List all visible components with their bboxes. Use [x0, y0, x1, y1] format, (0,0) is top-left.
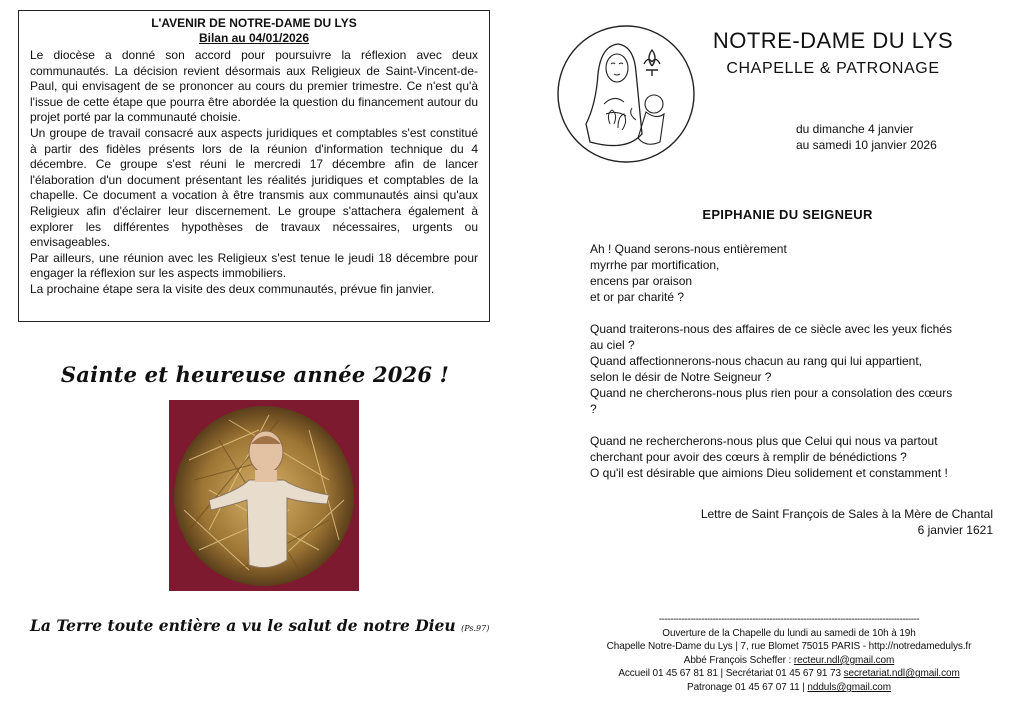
- poem-line: Ah ! Quand serons-nous entièrement: [590, 242, 787, 256]
- masthead-title: NOTRE-DAME DU LYS: [712, 28, 954, 53]
- news-paragraph: Un groupe de travail consacré aux aspects juridiques et comptables s'est constitué à partir des fidèles présents lors de la réunion d'information technique du 4 décembre. Ce groupe s'est réuni le mercredi 17 décembre afin de lancer l'élaboration d'un document présentant les réalités juridiques et comptables de la chapelle. Ce document a vocation à être transmis aux communautés ainsi qu'aux Religieux afin d'éclairer leur discernement. Le groupe s'attachera également à explorer les différentes hypothèses de travaux nécessaires, urgents ou envisageables.: [30, 125, 478, 250]
- poem-line: selon le désir de Notre Seigneur ?: [590, 370, 772, 384]
- poem-line: O qu'il est désirable que aimions Dieu solidement et constamment !: [590, 466, 948, 480]
- footer-divider: --------------------------------------------------------------------------------------------: [658, 614, 920, 625]
- news-paragraph: Le diocèse a donné son accord pour poursuivre la réflexion avec deux communautés. La décision revient désormais aux Religieux de Saint-Vincent-de-Paul, qui envisagent de se prononcer au cours du premier trimestre. Ce n'est qu'à l'issue de cette étape que pourra être abordée la question du financement autour du projet porté par la communauté choisie.: [30, 48, 478, 125]
- news-paragraph: La prochaine étape sera la visite des deux communautés, prévue fin janvier.: [30, 281, 435, 296]
- psalm-quote: [30, 616, 490, 635]
- poem-line: Quand ne rechercherons-nous plus que Celui qui nous va partout: [590, 434, 938, 448]
- footer-patronage: [574, 681, 1004, 695]
- poem-line: myrrhe par mortification,: [590, 258, 720, 272]
- news-paragraph: Par ailleurs, une réunion avec les Religieux s'est tenue le jeudi 18 décembre pour engager la réflexion sur les aspects immobiliers.: [30, 250, 478, 281]
- poem-stanza: [590, 241, 998, 305]
- secretariat-email-link[interactable]: secretariat.ndl@gmail.com: [843, 668, 960, 680]
- poem-line: Quand affectionnerons-nous chacun au rang qui lui appartient,: [590, 354, 923, 368]
- attribution-date: 6 janvier 1621: [917, 523, 993, 537]
- poem-line: et or par charité ?: [590, 290, 685, 304]
- poem-line: Quand traiterons-nous des affaires de ce siècle avec les yeux fichés: [590, 322, 952, 336]
- patronage-email-link[interactable]: ndduls@gmail.com: [807, 681, 891, 693]
- footer-address[interactable]: Chapelle Notre-Dame du Lys | 7, rue Blomet 75015 PARIS - http://notredamedulys.fr: [606, 641, 972, 653]
- news-box: [18, 10, 490, 322]
- poem-line: encens par oraison: [590, 274, 693, 288]
- news-box-subtitle: Bilan au 04/01/2026: [198, 31, 310, 45]
- news-box-title: L'AVENIR DE NOTRE-DAME DU LYS: [151, 16, 357, 30]
- psalm-reference: (Ps.97): [461, 624, 490, 633]
- attribution: [590, 506, 993, 538]
- infant-jesus-image: [169, 400, 359, 591]
- poem: [590, 241, 998, 497]
- section-title: EPIPHANIE DU SEIGNEUR: [702, 207, 873, 222]
- date-start: du dimanche 4 janvier: [796, 122, 914, 136]
- new-year-greeting: Sainte et heureuse année 2026 !: [60, 362, 450, 387]
- poem-line: Quand ne chercherons-nous plus rien pour a consolation des cœurs: [590, 386, 953, 400]
- chapel-logo: [556, 24, 696, 164]
- poem-line: cherchant pour avoir des cœurs à remplir de bénédictions ?: [590, 450, 907, 464]
- abbe-label: Abbé François Scheffer :: [683, 654, 794, 666]
- footer: [574, 613, 1004, 695]
- contact-label: Accueil 01 45 67 81 81 | Secrétariat 01 45 67 91 73: [618, 668, 844, 680]
- poem-stanza: [590, 321, 998, 417]
- poem-line: ?: [590, 402, 597, 416]
- poem-stanza: [590, 433, 998, 481]
- date-end: au samedi 10 janvier 2026: [796, 138, 937, 152]
- abbe-email-link[interactable]: recteur.ndl@gmail.com: [793, 654, 895, 666]
- footer-contact: [574, 667, 1004, 681]
- attribution-source: Lettre de Saint François de Sales à la Mère de Chantal: [700, 507, 993, 521]
- psalm-text: La Terre toute entière a vu le salut de notre Dieu: [30, 616, 456, 635]
- masthead-subtitle: CHAPELLE & PATRONAGE: [726, 60, 940, 77]
- footer-hours: Ouverture de la Chapelle du lundi au samedi de 10h à 19h: [662, 627, 916, 639]
- week-dates: [796, 121, 937, 153]
- poem-line: au ciel ?: [590, 338, 635, 352]
- patronage-label: Patronage 01 45 67 07 11 |: [687, 681, 808, 693]
- footer-abbe: [574, 654, 1004, 668]
